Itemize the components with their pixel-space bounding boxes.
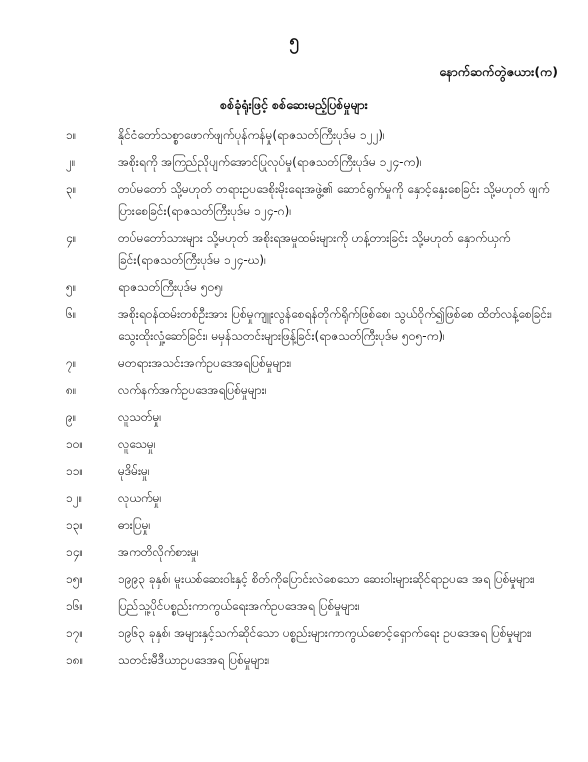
item-text: တပ်မတော်သားများ သို့မဟုတ် အစိုးရအမှုထမ်းများကို ဟန့်တားခြင်း သို့မဟုတ် နှောက်ယှက်ခြင်း(ရာဇသတ်ကြီးပုဒ်မ ၁၂၄-ဃ)၊ <box>118 231 511 267</box>
item-number: ၆။ <box>66 307 77 321</box>
item-text: လူသတ်မှု၊ <box>118 410 162 424</box>
page-number: ၅ <box>289 31 299 51</box>
item-text: အစိုးရကို အကြည်ညိုပျက်အောင်ပြုလုပ်မှု(ရာဇသတ်ကြီးပုဒ်မ ၁၂၄-က)၊ <box>118 155 422 169</box>
list-item <box>0 568 588 590</box>
item-number: ၁၄။ <box>66 545 84 559</box>
item-number: ၈။ <box>66 383 77 397</box>
list-item <box>0 124 588 146</box>
item-number: ၇။ <box>66 356 77 370</box>
item-text: ပြည်သူ့ပိုင်ပစ္စည်းကာကွယ်ရေးအက်ဥပဒေအရ ပြစ်မှုများ၊ <box>118 599 360 613</box>
list-item <box>0 151 588 173</box>
list-item <box>0 433 588 455</box>
list-item <box>0 460 588 482</box>
list-item <box>0 379 588 401</box>
item-text: ၁၉၉၃ ခုနှစ်၊ မူးယစ်ဆေးဝါးနှင့် စိတ်ကိုပြောင်းလဲစေသော ဆေးဝါးများဆိုင်ရာဥပဒေ အရ ပြစ်မှုများ၊ <box>118 572 535 586</box>
item-number: ၁၈။ <box>66 653 84 667</box>
item-number: ၁၁။ <box>66 464 84 478</box>
list-item <box>0 406 588 428</box>
offense-list <box>0 124 588 676</box>
list-item <box>0 352 588 374</box>
item-number: ၂။ <box>66 155 76 169</box>
item-number: ၃။ <box>66 182 77 196</box>
item-number: ၁၇။ <box>66 626 84 640</box>
list-item <box>0 276 588 298</box>
item-text: သတင်းမီဒီယာဥပဒေအရ ပြစ်မှုများ၊ <box>118 653 270 667</box>
item-text: အကတိလိုက်စားမှု၊ <box>118 545 199 559</box>
item-number: ၁၅။ <box>66 572 84 586</box>
list-item <box>0 303 588 347</box>
annex-label: နောက်ဆက်တွဲဇယား(က) <box>439 64 558 79</box>
item-text: နိုင်ငံတော်သစ္စာဖောက်ဖျက်ပုန်ကန်မှု(ရာဇသတ်ကြီးပုဒ်မ ၁၂၂)၊ <box>118 128 385 142</box>
item-number: ၉။ <box>66 410 77 424</box>
item-text: လက်နက်အက်ဥပဒေအရပြစ်မှုများ၊ <box>118 383 267 397</box>
item-text: ၁၉၆၃ ခုနှစ်၊ အများနှင့်သက်ဆိုင်သော ပစ္စည်းများကာကွယ်စောင့်ရှောက်ရေး ဥပဒေအရ ပြစ်မှုများ၊ <box>118 626 532 640</box>
item-text: လုယက်မှု၊ <box>118 491 162 505</box>
list-item <box>0 541 588 563</box>
item-text: အစိုးရဝန်ထမ်းတစ်ဦးအား ပြစ်မှုကျူးလွန်စေရန်တိုက်ရိုက်ဖြစ်စေ၊ သွယ်ဝိုက်၍ဖြစ်စေ ထိတ်လန့်စေခြင်း၊ သွေးထိုးလှုံ့ဆော်ခြင်း၊ မမှန်သတင်းများဖြန့်ခြင်း(ရာဇသတ်ကြီးပုဒ်မ ၅၀၅-က)၊ <box>118 307 552 343</box>
item-number: ၁၂။ <box>66 491 83 505</box>
item-number: ၅။ <box>66 280 77 294</box>
item-number: ၁၀။ <box>66 437 84 451</box>
document-title: စစ်ခုံရုံးဖြင့် စစ်ဆေးမည့်ပြစ်မှုများ <box>220 97 368 112</box>
list-item <box>0 227 588 271</box>
item-text: ရာဇသတ်ကြီးပုဒ်မ ၅၀၅၊ <box>118 280 223 294</box>
item-text: ဓားပြမှု၊ <box>118 518 151 532</box>
list-item <box>0 514 588 536</box>
list-item <box>0 649 588 671</box>
item-number: ၄။ <box>66 231 77 245</box>
item-number: ၁၆။ <box>66 599 84 613</box>
list-item <box>0 178 588 222</box>
list-item <box>0 622 588 644</box>
item-text: တပ်မတော် သို့မဟုတ် တရားဥပဒေစိုးမိုးရေးအဖွဲ့၏ ဆောင်ရွက်မှုကို နှောင့်နှေးစေခြင်း သို့မဟုတ် ဖျက်ပြားစေခြင်း(ရာဇသတ်ကြီးပုဒ်မ ၁၂၄-ဂ)၊ <box>118 182 550 218</box>
item-text: မတရားအသင်းအက်ဥပဒေအရပြစ်မှုများ၊ <box>118 356 292 370</box>
list-item <box>0 487 588 509</box>
list-item <box>0 595 588 617</box>
item-number: ၁၃။ <box>66 518 84 532</box>
item-text: လူသေမှု၊ <box>118 437 156 451</box>
item-number: ၁။ <box>66 128 77 142</box>
item-text: မုဒိမ်းမှု၊ <box>118 464 150 478</box>
